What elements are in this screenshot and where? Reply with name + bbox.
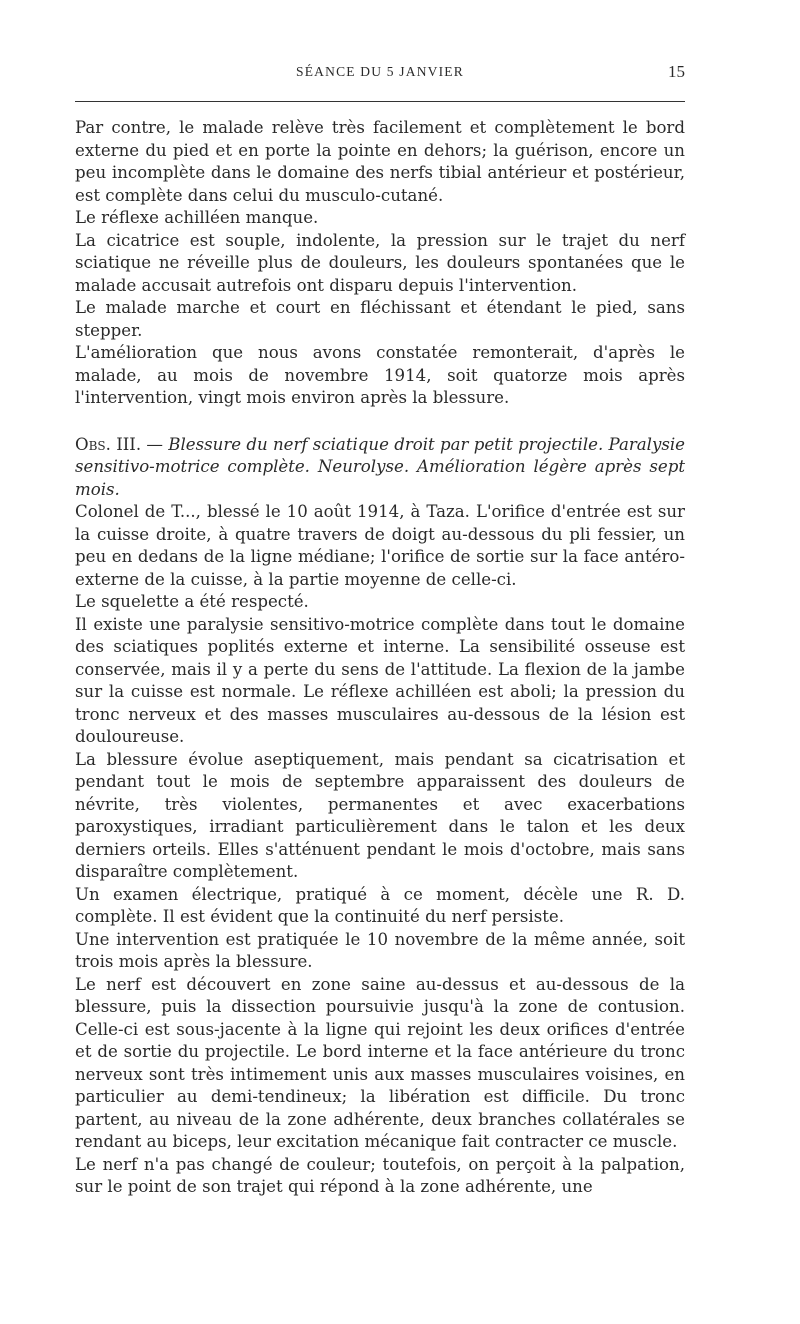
observation-dash: — [141, 434, 169, 454]
paragraph: Une intervention est pratiquée le 10 novembre de la même année, soit trois mois après la blessure. [75, 929, 685, 971]
running-head [75, 62, 685, 86]
paragraph: La cicatrice est souple, indolente, la pression sur le trajet du nerf sciatique ne réveille plus de douleurs, les douleurs spontanées que le malade accusait autrefois ont disparu depuis l'intervention. [75, 230, 685, 295]
observation-heading [75, 434, 685, 502]
body-text [75, 117, 685, 1199]
observation-label: Obs. III. [75, 434, 142, 454]
paragraph: Le malade marche et court en fléchissant et étendant le pied, sans stepper. [75, 298, 685, 340]
header-rule [75, 101, 685, 102]
running-title: SÉANCE DU 5 JANVIER [296, 64, 464, 79]
paragraph: Par contre, le malade relève très facilement et complètement le bord externe du pied et en porte la pointe en dehors; la guérison, encore un peu incomplète dans le domaine des nerfs tibial antérieur et postérieur, est complète dans celui du musculo-cutané. [75, 118, 685, 205]
paragraph: L'amélioration que nous avons constatée remonterait, d'après le malade, au mois de novembre 1914, soit quatorze mois après l'intervention, vingt mois environ après la blessure. [75, 343, 685, 407]
paragraph: Un examen électrique, pratiqué à ce moment, décèle une R. D. complète. Il est évident que la continuité du nerf persiste. [75, 884, 685, 926]
paragraph: La blessure évolue aseptiquement, mais pendant sa cicatrisation et pendant tout le mois de septembre apparaissent des douleurs de névrite, très violentes, permanentes et avec exacerbations paroxystiques, irradiant particulièrement dans le talon et les deux derniers orteils. Elles s'atténuent pendant le mois d'octobre, mais sans disparaître complètement. [75, 749, 685, 881]
paragraph: Le nerf n'a pas changé de couleur; toutefois, on perçoit à la palpation, sur le point de son trajet qui répond à la zone adhérente, une [75, 1154, 685, 1196]
page-number: 15 [668, 62, 685, 81]
paragraph: Colonel de T..., blessé le 10 août 1914, à Taza. L'orifice d'entrée est sur la cuisse droite, à quatre travers de doigt au-dessous du pli fessier, un peu en dedans de la ligne médiane; l'orifice de sortie sur la face antéro-externe de la cuisse, à la partie moyenne de celle-ci. [75, 502, 685, 589]
paragraph: Le squelette a été respecté. [75, 592, 309, 611]
paragraph: Le réflexe achilléen manque. [75, 208, 319, 227]
paragraph: Il existe une paralysie sensitivo-motrice complète dans tout le domaine des sciatiques poplités externe et interne. La sensibilité osseuse est conservée, mais il y a perte du sens de l'attitude. La flexion de la jambe sur la cuisse est normale. Le réflexe achilléen est aboli; la pression du tronc nerveux et des masses musculaires au-dessous de la lésion est douloureuse. [75, 614, 685, 746]
observation-title: Blessure du nerf sciatique droit par petit projectile. Paralysie sensitivo-motrice complète. Neurolyse. Amélioration légère après sept mois. [75, 434, 685, 499]
section-gap [75, 410, 685, 434]
paragraph: Le nerf est découvert en zone saine au-dessus et au-dessous de la blessure, puis la dissection poursuivie jusqu'à la zone de contusion. Celle-ci est sous-jacente à la ligne qui rejoint les deux orifices d'entrée et de sortie du projectile. Le bord interne et la face antérieure du tronc nerveux sont très intimement unis aux masses musculaires voisines, en particulier au demi-tendineux; la libération est difficile. Du tronc partent, au niveau de la zone adhérente, deux branches collatérales se rendant au biceps, leur excitation mécanique fait contracter ce muscle. [75, 974, 685, 1151]
